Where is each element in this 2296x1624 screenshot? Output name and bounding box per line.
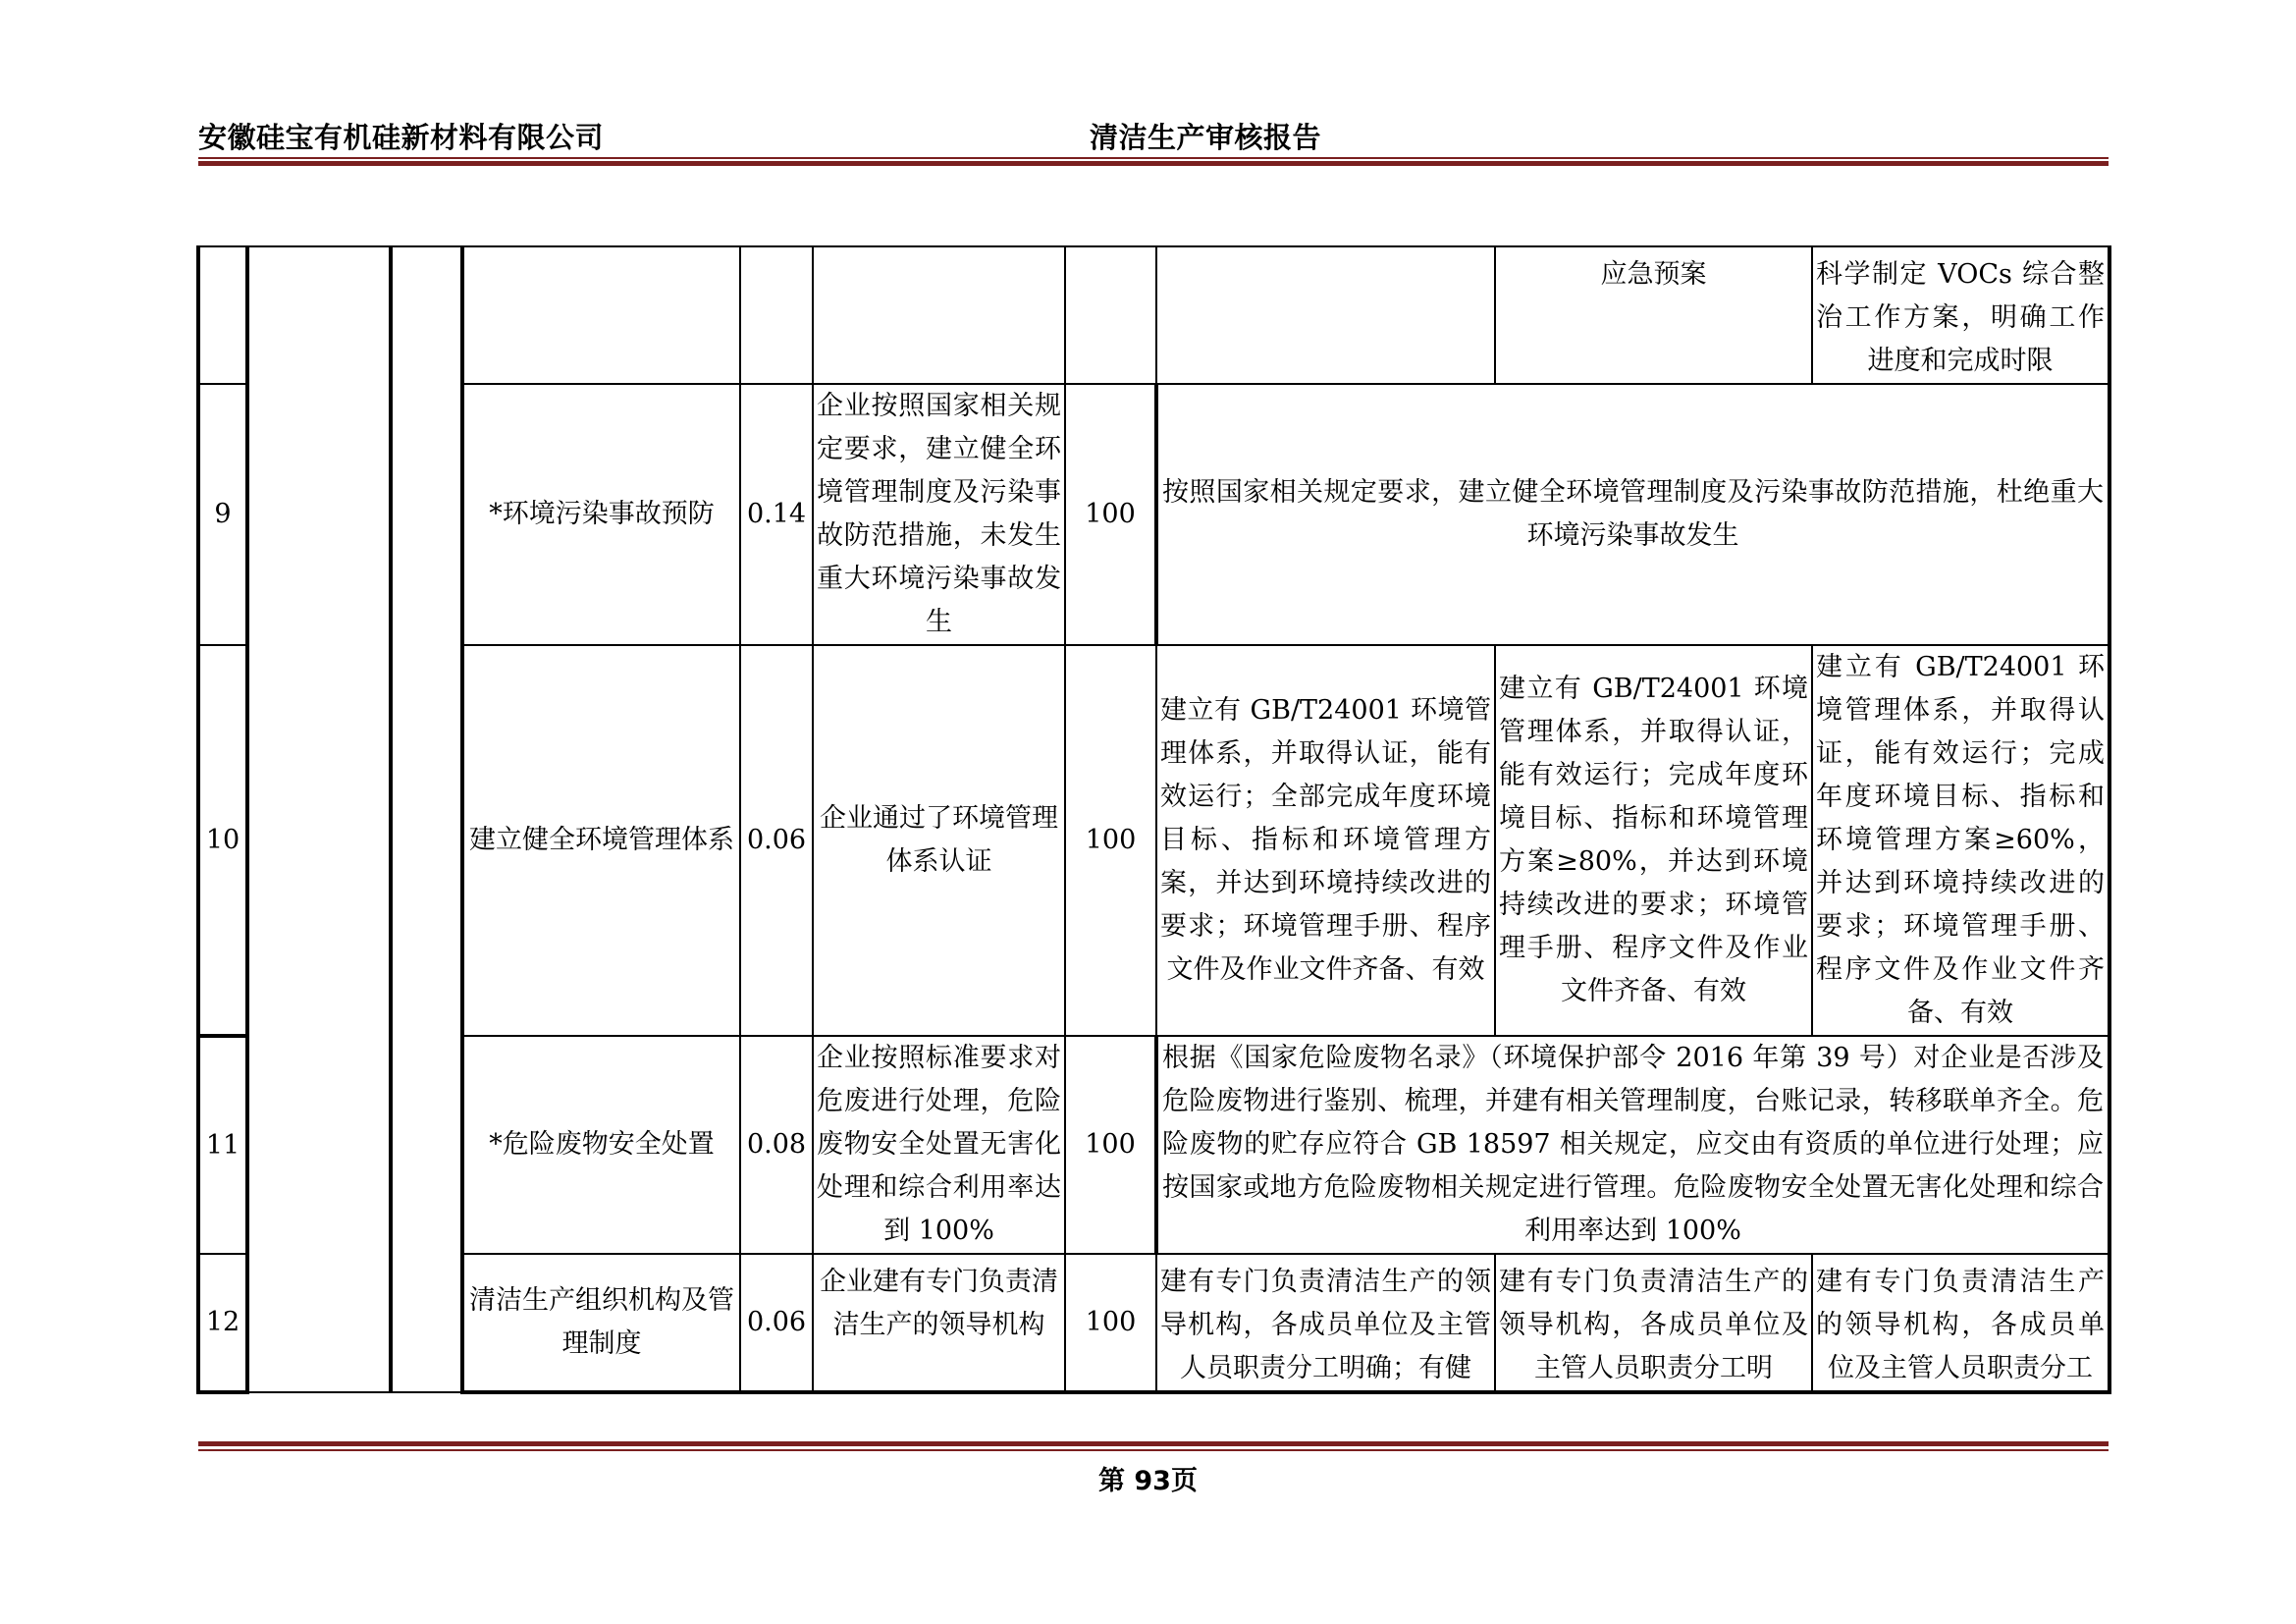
cell-status: 企业按照国家相关规定要求，建立健全环境管理制度及污染事故防范措施，未发生重大环境污染事故发生 [813, 384, 1065, 645]
cell-weight: 0.14 [740, 384, 813, 645]
cell-score: 100 [1065, 645, 1156, 1036]
cell-level1: 建立有 GB/T24001 环境管理体系，并取得认证，能有效运行；全部完成年度环境目标、指标和环境管理方案，并达到环境持续改进的要求；环境管理手册、程序文件及作业文件齐备、有效 [1156, 645, 1495, 1036]
header-rule-thin [198, 157, 2109, 159]
cell-level3: 科学制定 VOCs 综合整治工作方案，明确工作进度和完成时限 [1812, 246, 2109, 384]
footer-rule-thin [198, 1449, 2109, 1451]
cell-no [198, 246, 247, 384]
cell-weight: 0.08 [740, 1036, 813, 1254]
table-row-continuation [198, 246, 2109, 384]
cell-category [247, 246, 391, 1392]
cell-weight [740, 246, 813, 384]
cell-indicator: *危险废物安全处置 [462, 1036, 740, 1254]
cell-indicator: 清洁生产组织机构及管理制度 [462, 1254, 740, 1392]
cell-level3: 建有专门负责清洁生产的领导机构，各成员单位及主管人员职责分工 [1812, 1254, 2109, 1392]
cell-merged-requirement: 按照国家相关规定要求，建立健全环境管理制度及污染事故防范措施，杜绝重大环境污染事故发生 [1156, 384, 2109, 645]
cell-subcategory [391, 246, 462, 1392]
cell-no: 12 [198, 1254, 247, 1392]
header-company: 安徽硅宝有机硅新材料有限公司 [198, 121, 605, 154]
table-row-10 [198, 645, 2109, 1036]
cell-level1: 建有专门负责清洁生产的领导机构，各成员单位及主管人员职责分工明确；有健 [1156, 1254, 1495, 1392]
cell-level3: 建立有 GB/T24001 环境管理体系，并取得认证，能有效运行；完成年度环境目标、指标和环境管理方案≥60%，并达到环境持续改进的要求；环境管理手册、程序文件及作业文件齐备、有效 [1812, 645, 2109, 1036]
cell-no: 9 [198, 384, 247, 645]
cell-status: 企业按照标准要求对危废进行处理，危险废物安全处置无害化处理和综合利用率达到 100% [813, 1036, 1065, 1254]
cell-indicator: 建立健全环境管理体系 [462, 645, 740, 1036]
cell-score: 100 [1065, 1254, 1156, 1392]
table-row-9 [198, 384, 2109, 645]
cell-status: 企业建有专门负责清洁生产的领导机构 [813, 1254, 1065, 1392]
table-row-12 [198, 1254, 2109, 1392]
cell-score [1065, 246, 1156, 384]
header-report-title: 清洁生产审核报告 [1090, 121, 1322, 154]
cell-level2: 应急预案 [1495, 246, 1812, 384]
cell-weight: 0.06 [740, 1254, 813, 1392]
cell-status [813, 246, 1065, 384]
cell-level2: 建立有 GB/T24001 环境管理体系，并取得认证，能有效运行；完成年度环境目标、指标和环境管理方案≥80%，并达到环境持续改进的要求；环境管理手册、程序文件及作业文件齐备、有效 [1495, 645, 1812, 1036]
page-number: 第 93页 [1098, 1466, 1198, 1496]
cell-merged-requirement: 根据《国家危险废物名录》（环境保护部令 2016 年第 39 号）对企业是否涉及危险废物进行鉴别、梳理，并建有相关管理制度，台账记录，转移联单齐全。危险废物的贮存应符合 GB 18597 相关规定，应交由有资质的单位进行处理；应按国家或地方危险废物相关规定进行管理。危险废物安全处置无害化处理和综合利用率达到 100% [1156, 1036, 2109, 1254]
footer-rule-thick [198, 1441, 2109, 1446]
cell-weight: 0.06 [740, 645, 813, 1036]
header-rule-thick [198, 161, 2109, 166]
cell-indicator [462, 246, 740, 384]
table-row-11 [198, 1036, 2109, 1254]
cell-no: 10 [198, 645, 247, 1036]
cell-status: 企业通过了环境管理体系认证 [813, 645, 1065, 1036]
cell-level2: 建有专门负责清洁生产的领导机构，各成员单位及主管人员职责分工明 [1495, 1254, 1812, 1392]
cell-indicator: *环境污染事故预防 [462, 384, 740, 645]
cell-score: 100 [1065, 384, 1156, 645]
evaluation-table [196, 245, 2111, 1394]
cell-no: 11 [198, 1036, 247, 1254]
cell-level1 [1156, 246, 1495, 384]
cell-score: 100 [1065, 1036, 1156, 1254]
